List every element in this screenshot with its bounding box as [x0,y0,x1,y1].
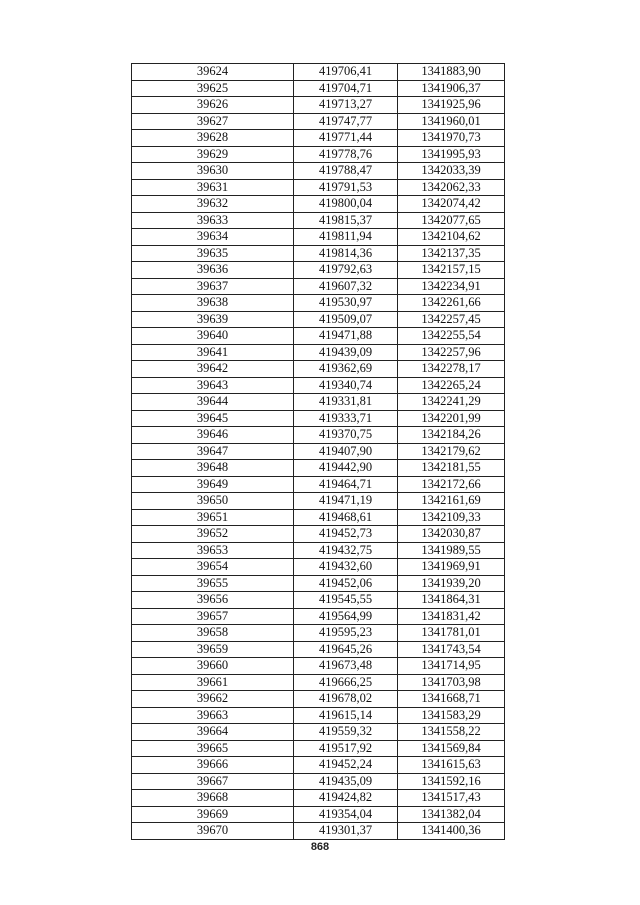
table-row [132,773,505,790]
y-coordinate-cell: 1342278,17 [398,361,505,378]
y-coordinate-cell: 1342157,15 [398,262,505,279]
y-coordinate-cell: 1342265,24 [398,377,505,394]
point-number-cell: 39641 [132,344,294,361]
point-number-cell: 39651 [132,509,294,526]
x-coordinate-cell: 419704,71 [294,80,398,97]
point-number-cell: 39647 [132,443,294,460]
table-row [132,80,505,97]
y-coordinate-cell: 1342033,39 [398,163,505,180]
point-number-cell: 39645 [132,410,294,427]
point-number-cell: 39644 [132,394,294,411]
x-coordinate-cell: 419666,25 [294,674,398,691]
table-row [132,509,505,526]
point-number-cell: 39667 [132,773,294,790]
x-coordinate-cell: 419815,37 [294,212,398,229]
point-number-cell: 39624 [132,64,294,81]
point-number-cell: 39654 [132,559,294,576]
x-coordinate-cell: 419811,94 [294,229,398,246]
table-row [132,311,505,328]
x-coordinate-cell: 419452,73 [294,526,398,543]
table-row [132,64,505,81]
point-number-cell: 39627 [132,113,294,130]
x-coordinate-cell: 419301,37 [294,823,398,840]
table-row [132,823,505,840]
x-coordinate-cell: 419354,04 [294,806,398,823]
table-row [132,575,505,592]
x-coordinate-cell: 419545,55 [294,592,398,609]
point-number-cell: 39665 [132,740,294,757]
y-coordinate-cell: 1341781,01 [398,625,505,642]
y-coordinate-cell: 1342137,35 [398,245,505,262]
x-coordinate-cell: 419706,41 [294,64,398,81]
table-row [132,328,505,345]
table-row [132,707,505,724]
x-coordinate-cell: 419791,53 [294,179,398,196]
point-number-cell: 39662 [132,691,294,708]
y-coordinate-cell: 1342257,96 [398,344,505,361]
table-row [132,196,505,213]
x-coordinate-cell: 419452,06 [294,575,398,592]
y-coordinate-cell: 1341939,20 [398,575,505,592]
x-coordinate-cell: 419564,99 [294,608,398,625]
y-coordinate-cell: 1341864,31 [398,592,505,609]
x-coordinate-cell: 419452,24 [294,757,398,774]
y-coordinate-cell: 1341569,84 [398,740,505,757]
point-number-cell: 39661 [132,674,294,691]
coordinates-table [131,63,505,840]
x-coordinate-cell: 419331,81 [294,394,398,411]
point-number-cell: 39643 [132,377,294,394]
point-number-cell: 39631 [132,179,294,196]
coordinates-table-body [132,64,505,840]
point-number-cell: 39669 [132,806,294,823]
point-number-cell: 39652 [132,526,294,543]
point-number-cell: 39639 [132,311,294,328]
x-coordinate-cell: 419800,04 [294,196,398,213]
y-coordinate-cell: 1341382,04 [398,806,505,823]
table-row [132,526,505,543]
table-row [132,179,505,196]
table-row [132,443,505,460]
y-coordinate-cell: 1342077,65 [398,212,505,229]
y-coordinate-cell: 1342179,62 [398,443,505,460]
x-coordinate-cell: 419814,36 [294,245,398,262]
x-coordinate-cell: 419788,47 [294,163,398,180]
y-coordinate-cell: 1341883,90 [398,64,505,81]
x-coordinate-cell: 419432,75 [294,542,398,559]
point-number-cell: 39626 [132,97,294,114]
y-coordinate-cell: 1342181,55 [398,460,505,477]
y-coordinate-cell: 1342030,87 [398,526,505,543]
table-row [132,476,505,493]
x-coordinate-cell: 419747,77 [294,113,398,130]
x-coordinate-cell: 419435,09 [294,773,398,790]
y-coordinate-cell: 1341400,36 [398,823,505,840]
y-coordinate-cell: 1341995,93 [398,146,505,163]
y-coordinate-cell: 1342062,33 [398,179,505,196]
point-number-cell: 39659 [132,641,294,658]
y-coordinate-cell: 1341703,98 [398,674,505,691]
x-coordinate-cell: 419442,90 [294,460,398,477]
table-row [132,295,505,312]
y-coordinate-cell: 1341925,96 [398,97,505,114]
x-coordinate-cell: 419771,44 [294,130,398,147]
point-number-cell: 39648 [132,460,294,477]
point-number-cell: 39650 [132,493,294,510]
x-coordinate-cell: 419464,71 [294,476,398,493]
y-coordinate-cell: 1341615,63 [398,757,505,774]
point-number-cell: 39658 [132,625,294,642]
x-coordinate-cell: 419530,97 [294,295,398,312]
x-coordinate-cell: 419340,74 [294,377,398,394]
point-number-cell: 39625 [132,80,294,97]
table-row [132,493,505,510]
point-number-cell: 39637 [132,278,294,295]
table-row [132,460,505,477]
y-coordinate-cell: 1342261,66 [398,295,505,312]
table-row [132,344,505,361]
y-coordinate-cell: 1342161,69 [398,493,505,510]
x-coordinate-cell: 419517,92 [294,740,398,757]
point-number-cell: 39670 [132,823,294,840]
point-number-cell: 39633 [132,212,294,229]
point-number-cell: 39668 [132,790,294,807]
table-row [132,278,505,295]
y-coordinate-cell: 1341960,01 [398,113,505,130]
table-row [132,559,505,576]
x-coordinate-cell: 419468,61 [294,509,398,526]
table-row [132,212,505,229]
y-coordinate-cell: 1342234,91 [398,278,505,295]
x-coordinate-cell: 419673,48 [294,658,398,675]
x-coordinate-cell: 419713,27 [294,97,398,114]
point-number-cell: 39657 [132,608,294,625]
table-row [132,608,505,625]
y-coordinate-cell: 1341558,22 [398,724,505,741]
y-coordinate-cell: 1342172,66 [398,476,505,493]
table-row [132,130,505,147]
x-coordinate-cell: 419559,32 [294,724,398,741]
y-coordinate-cell: 1341592,16 [398,773,505,790]
y-coordinate-cell: 1341668,71 [398,691,505,708]
y-coordinate-cell: 1342074,42 [398,196,505,213]
x-coordinate-cell: 419439,09 [294,344,398,361]
y-coordinate-cell: 1342257,45 [398,311,505,328]
table-row [132,229,505,246]
x-coordinate-cell: 419333,71 [294,410,398,427]
x-coordinate-cell: 419509,07 [294,311,398,328]
x-coordinate-cell: 419471,88 [294,328,398,345]
point-number-cell: 39642 [132,361,294,378]
table-row [132,113,505,130]
table-row [132,394,505,411]
table-row [132,674,505,691]
point-number-cell: 39640 [132,328,294,345]
x-coordinate-cell: 419424,82 [294,790,398,807]
point-number-cell: 39638 [132,295,294,312]
table-row [132,724,505,741]
point-number-cell: 39656 [132,592,294,609]
table-row [132,163,505,180]
table-row [132,146,505,163]
table-row [132,641,505,658]
y-coordinate-cell: 1342184,26 [398,427,505,444]
x-coordinate-cell: 419595,23 [294,625,398,642]
x-coordinate-cell: 419370,75 [294,427,398,444]
point-number-cell: 39630 [132,163,294,180]
x-coordinate-cell: 419615,14 [294,707,398,724]
x-coordinate-cell: 419471,19 [294,493,398,510]
point-number-cell: 39663 [132,707,294,724]
table-row [132,740,505,757]
x-coordinate-cell: 419678,02 [294,691,398,708]
y-coordinate-cell: 1341969,91 [398,559,505,576]
y-coordinate-cell: 1341743,54 [398,641,505,658]
point-number-cell: 39660 [132,658,294,675]
point-number-cell: 39646 [132,427,294,444]
table-row [132,361,505,378]
x-coordinate-cell: 419645,26 [294,641,398,658]
table-row [132,658,505,675]
x-coordinate-cell: 419362,69 [294,361,398,378]
table-row [132,410,505,427]
table-row [132,97,505,114]
point-number-cell: 39653 [132,542,294,559]
y-coordinate-cell: 1342201,99 [398,410,505,427]
point-number-cell: 39664 [132,724,294,741]
table-row [132,757,505,774]
y-coordinate-cell: 1342104,62 [398,229,505,246]
point-number-cell: 39628 [132,130,294,147]
y-coordinate-cell: 1342255,54 [398,328,505,345]
point-number-cell: 39634 [132,229,294,246]
y-coordinate-cell: 1341517,43 [398,790,505,807]
y-coordinate-cell: 1341831,42 [398,608,505,625]
x-coordinate-cell: 419792,63 [294,262,398,279]
table-row [132,790,505,807]
table-row [132,592,505,609]
point-number-cell: 39649 [132,476,294,493]
x-coordinate-cell: 419432,60 [294,559,398,576]
point-number-cell: 39635 [132,245,294,262]
table-row [132,625,505,642]
x-coordinate-cell: 419607,32 [294,278,398,295]
table-row [132,245,505,262]
y-coordinate-cell: 1341583,29 [398,707,505,724]
point-number-cell: 39666 [132,757,294,774]
point-number-cell: 39629 [132,146,294,163]
y-coordinate-cell: 1342241,29 [398,394,505,411]
point-number-cell: 39636 [132,262,294,279]
x-coordinate-cell: 419407,90 [294,443,398,460]
point-number-cell: 39632 [132,196,294,213]
page-number: 868 [310,841,330,853]
table-row [132,427,505,444]
y-coordinate-cell: 1341970,73 [398,130,505,147]
table-row [132,691,505,708]
table-row [132,377,505,394]
y-coordinate-cell: 1341714,95 [398,658,505,675]
point-number-cell: 39655 [132,575,294,592]
y-coordinate-cell: 1342109,33 [398,509,505,526]
y-coordinate-cell: 1341906,37 [398,80,505,97]
y-coordinate-cell: 1341989,55 [398,542,505,559]
table-row [132,542,505,559]
table-row [132,806,505,823]
x-coordinate-cell: 419778,76 [294,146,398,163]
table-row [132,262,505,279]
